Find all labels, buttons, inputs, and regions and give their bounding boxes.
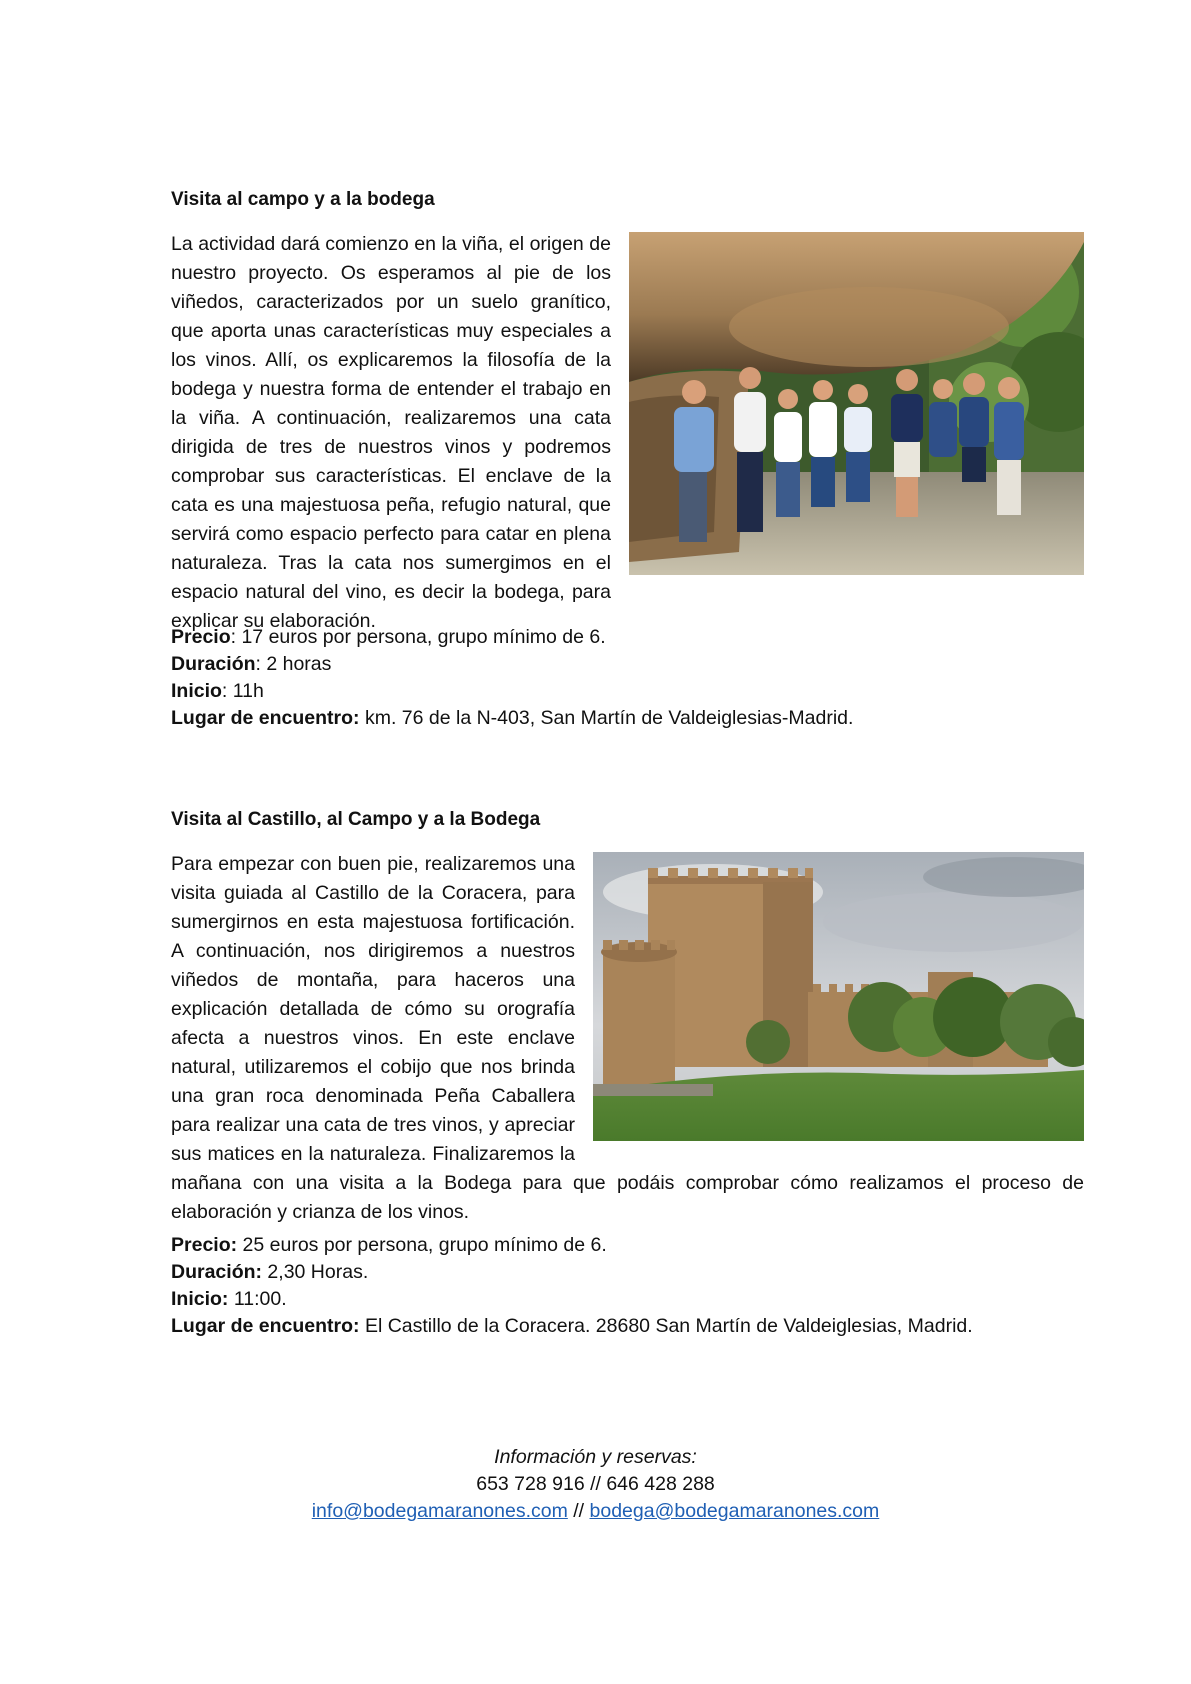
section-1-details <box>171 624 853 732</box>
detail-label: Precio <box>171 626 231 648</box>
section-1-body: La actividad dará comienzo en la viña, el origen de nuestro proyecto. Os esperamos al pie de los viñedos, caracterizados por un suelo granítico, que aporta unas características muy especiales a los vinos. Allí, os explicaremos la filosofía de la bodega y nuestra forma de entender el trabajo en la viña. A continuación, realizaremos una cata dirigida de tres de nuestros vinos y podremos comprobar sus características. El enclave de la cata es una majestuosa peña, refugio natural, que servirá como espacio perfecto para catar en plena naturaleza. Tras la cata nos sumergimos en el espacio natural del vino, es decir la bodega, para explicar su elaboración. <box>171 233 611 632</box>
contact-phones: 653 728 916 // 646 428 288 <box>476 1473 715 1495</box>
email-separator: // <box>567 1500 590 1522</box>
castle-photo <box>593 852 1084 1141</box>
detail-value: 11:00. <box>228 1288 287 1310</box>
detail-row-price <box>171 1232 973 1259</box>
section-2-title: Visita al Castillo, al Campo y a la Bodega <box>171 809 541 830</box>
contact-heading: Información y reservas: <box>494 1446 697 1468</box>
detail-row-duration <box>171 1259 973 1286</box>
detail-value: 25 euros por persona, grupo mínimo de 6. <box>237 1234 607 1256</box>
detail-label: Lugar de encuentro: <box>171 707 360 729</box>
detail-row-duration <box>171 651 853 678</box>
detail-label: Precio: <box>171 1234 238 1256</box>
email-link-info[interactable]: info@bodegamaranones.com <box>311 1500 568 1522</box>
detail-row-meeting-point <box>171 705 853 732</box>
detail-row-meeting-point <box>171 1313 973 1340</box>
detail-label: Duración <box>171 653 256 675</box>
detail-label: Inicio <box>171 680 222 702</box>
detail-value: km. 76 de la N-403, San Martín de Valdeiglesias-Madrid. <box>359 707 854 729</box>
detail-row-start <box>171 678 853 705</box>
section-1-title: Visita al campo y a la bodega <box>171 189 435 210</box>
section-1-paragraph <box>171 230 1084 636</box>
detail-label: Inicio: <box>171 1288 229 1310</box>
contact-emails <box>312 1500 880 1522</box>
section-2-details <box>171 1232 973 1340</box>
contact-footer <box>0 1444 1191 1525</box>
detail-value: : 11h <box>221 680 264 702</box>
section-2-body: Para empezar con buen pie, realizaremos una visita guiada al Castillo de la Coracera, para sumergirnos en esta majestuosa fortificación. A continuación, nos dirigiremos a nuestros viñedos de montaña, para haceros una explicación detallada de cómo su orografía afecta a nuestros vinos. En este enclave natural, utilizaremos el cobijo que nos brinda una gran roca denominada Peña Caballera para realizar una cata de tres vinos, y apreciar sus matices en la naturaleza. Finalizaremos la mañana con una visita a la Bodega para que podáis comprobar cómo realizamos el proceso de elaboración y crianza de los vinos. <box>171 853 1084 1223</box>
email-link-bodega[interactable]: bodega@bodegamaranones.com <box>589 1500 880 1522</box>
detail-row-price <box>171 624 853 651</box>
detail-value: : 17 euros por persona, grupo mínimo de 6. <box>230 626 606 648</box>
detail-label: Duración: <box>171 1261 263 1283</box>
vineyard-group-photo <box>629 232 1084 575</box>
detail-row-start <box>171 1286 973 1313</box>
detail-value: : 2 horas <box>255 653 332 675</box>
detail-value: 2,30 Horas. <box>262 1261 369 1283</box>
section-2-paragraph <box>171 850 1084 1227</box>
detail-value: El Castillo de la Coracera. 28680 San Martín de Valdeiglesias, Madrid. <box>359 1315 973 1337</box>
detail-label: Lugar de encuentro: <box>171 1315 360 1337</box>
